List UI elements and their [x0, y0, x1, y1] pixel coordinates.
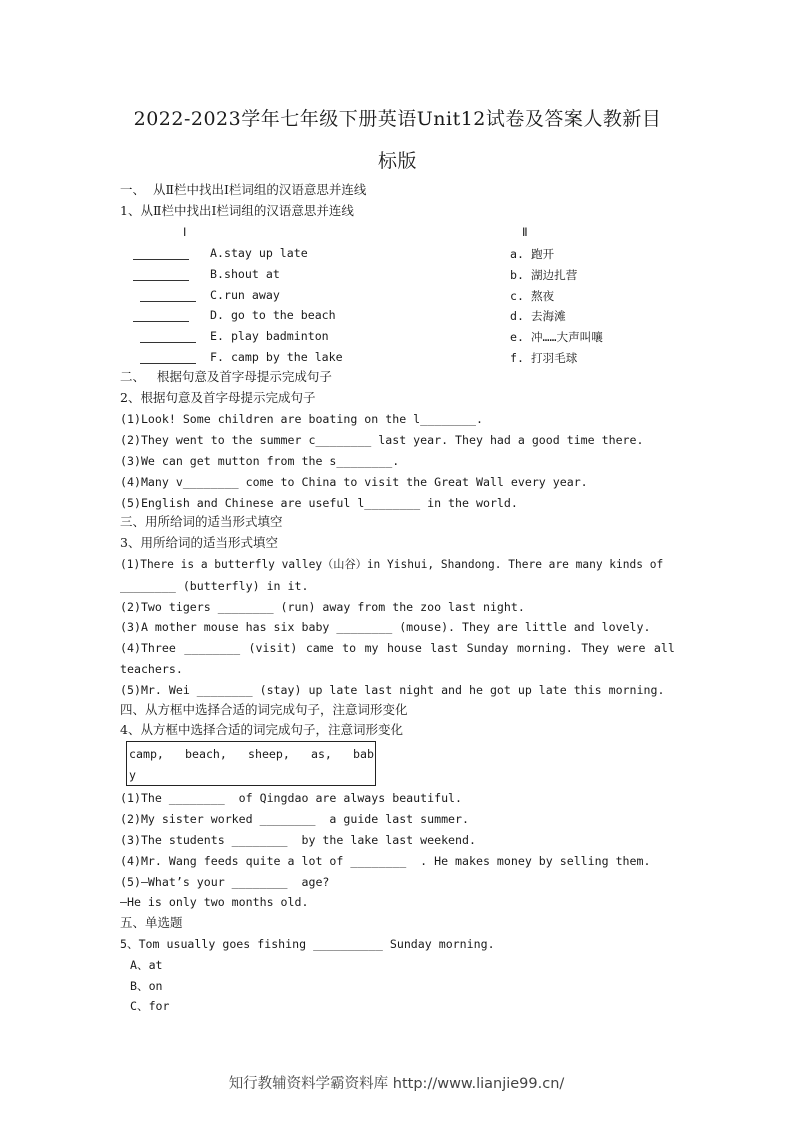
- answer-option[interactable]: B、on: [130, 979, 163, 993]
- section3-heading: 三、用所给词的适当形式填空: [120, 514, 283, 529]
- word: house: [386, 641, 422, 655]
- question-line: —He is only two months old.: [120, 895, 309, 909]
- match-blank[interactable]: [140, 331, 196, 343]
- box-word-wrap: y: [129, 768, 136, 782]
- word: all: [653, 641, 675, 655]
- match-blank[interactable]: [133, 310, 189, 322]
- word: (4)Three: [120, 641, 176, 655]
- box-word: sheep,: [247, 747, 290, 761]
- question-line: (2)They went to the summer c________ last year. They had a good time there.: [120, 433, 644, 447]
- match-left-item: E. play badminton: [210, 329, 329, 343]
- answer-option[interactable]: A、at: [130, 958, 163, 972]
- column-i-label: Ⅰ: [183, 225, 187, 239]
- match-left-item: F. camp by the lake: [210, 350, 343, 364]
- section3-subheading: 3、用所给词的适当形式填空: [120, 535, 278, 550]
- word: (visit): [248, 641, 298, 655]
- match-right-item: f. 打羽毛球: [510, 351, 578, 365]
- word-box: [126, 741, 376, 786]
- answer-option[interactable]: C、for: [130, 999, 170, 1013]
- question-line: (1)There is a butterfly valley（山谷）in Yishui, Shandong. There are many kinds of: [120, 558, 664, 571]
- match-right-item: e. 冲……大声叫嚷: [510, 330, 603, 344]
- match-left-item: C.run away: [210, 288, 280, 302]
- question-line: (5)Mr. Wei ________ (stay) up late last night and he got up late this morning.: [120, 683, 665, 697]
- section5-heading: 五、单选题: [120, 915, 183, 930]
- question-line: (4)Many v________ come to China to visit the Great Wall every year.: [120, 475, 588, 489]
- word: my: [364, 641, 379, 655]
- match-blank[interactable]: [133, 248, 189, 260]
- word: morning.: [516, 641, 573, 655]
- page-title: 2022-2023学年七年级下册英语Unit12试卷及答案人教新目: [133, 108, 662, 130]
- match-right-item: c. 熬夜: [510, 289, 555, 303]
- section4-subheading: 4、从方框中选择合适的词完成句子，注意词形变化: [120, 722, 403, 737]
- match-blank[interactable]: [140, 352, 196, 364]
- box-word: as,: [310, 747, 332, 761]
- footer-watermark: 知行教辅资料学霸资料库 http://www.lianjie99.cn/: [228, 1076, 565, 1092]
- word: came: [305, 641, 334, 655]
- column-ii-label: Ⅱ: [522, 225, 528, 239]
- section2-subheading: 2、根据句意及首字母提示完成句子: [120, 390, 316, 405]
- match-right-item: a. 跑开: [510, 247, 555, 261]
- question-line: (5)English and Chinese are useful l________ in the world.: [120, 496, 518, 510]
- match-blank[interactable]: [133, 269, 189, 281]
- question-line: 5、Tom usually goes fishing __________ Sunday morning.: [120, 937, 495, 951]
- section1-subheading: 1、从Ⅱ栏中找出Ⅰ栏词组的汉语意思并连线: [120, 203, 354, 218]
- word: last: [430, 641, 459, 655]
- box-word: camp,: [129, 747, 164, 761]
- question-line: (3)A mother mouse has six baby ________ (mouse). They are little and lovely.: [120, 620, 651, 634]
- box-word: bab: [353, 747, 374, 761]
- word: Sunday: [466, 641, 509, 655]
- match-left-item: D. go to the beach: [210, 308, 336, 322]
- word: were: [617, 641, 646, 655]
- match-right-item: b. 湖边扎营: [510, 268, 578, 282]
- match-left-item: B.shout at: [210, 267, 280, 281]
- question-line: (2)My sister worked ________ a guide last summer.: [120, 812, 470, 826]
- question-line: (1)The ________ of Qingdao are always beautiful.: [120, 791, 463, 805]
- match-right-item: d. 去海滩: [510, 309, 566, 323]
- word: They: [581, 641, 610, 655]
- question-line: ________ (butterfly) in it.: [120, 579, 309, 593]
- section2-heading: 二、 根据句意及首字母提示完成句子: [120, 369, 332, 384]
- section1-heading: 一、 从Ⅱ栏中找出Ⅰ栏词组的汉语意思并连线: [120, 182, 367, 197]
- question-line: (4)Mr. Wang feeds quite a lot of ________ . He makes money by selling them.: [120, 854, 651, 868]
- match-blank[interactable]: [140, 290, 196, 302]
- match-left-item: A.stay up late: [210, 246, 308, 260]
- question-line: (1)Look! Some children are boating on the l________.: [120, 412, 483, 426]
- word-box-row: [129, 747, 374, 761]
- question-line-justified: [120, 641, 675, 655]
- question-line: teachers.: [120, 662, 183, 676]
- question-line: (3)The students ________ by the lake last weekend.: [120, 833, 476, 847]
- word: to: [342, 641, 357, 655]
- page-title-continued: 标版: [377, 150, 417, 172]
- word: ________: [184, 641, 241, 655]
- question-line: (2)Two tigers ________ (run) away from the zoo last night.: [120, 600, 525, 614]
- question-line: (5)—What’s your ________ age?: [120, 875, 330, 889]
- question-line: (3)We can get mutton from the s________.: [120, 454, 400, 468]
- box-word: beach,: [185, 747, 227, 761]
- section4-heading: 四、从方框中选择合适的词完成句子，注意词形变化: [120, 702, 408, 717]
